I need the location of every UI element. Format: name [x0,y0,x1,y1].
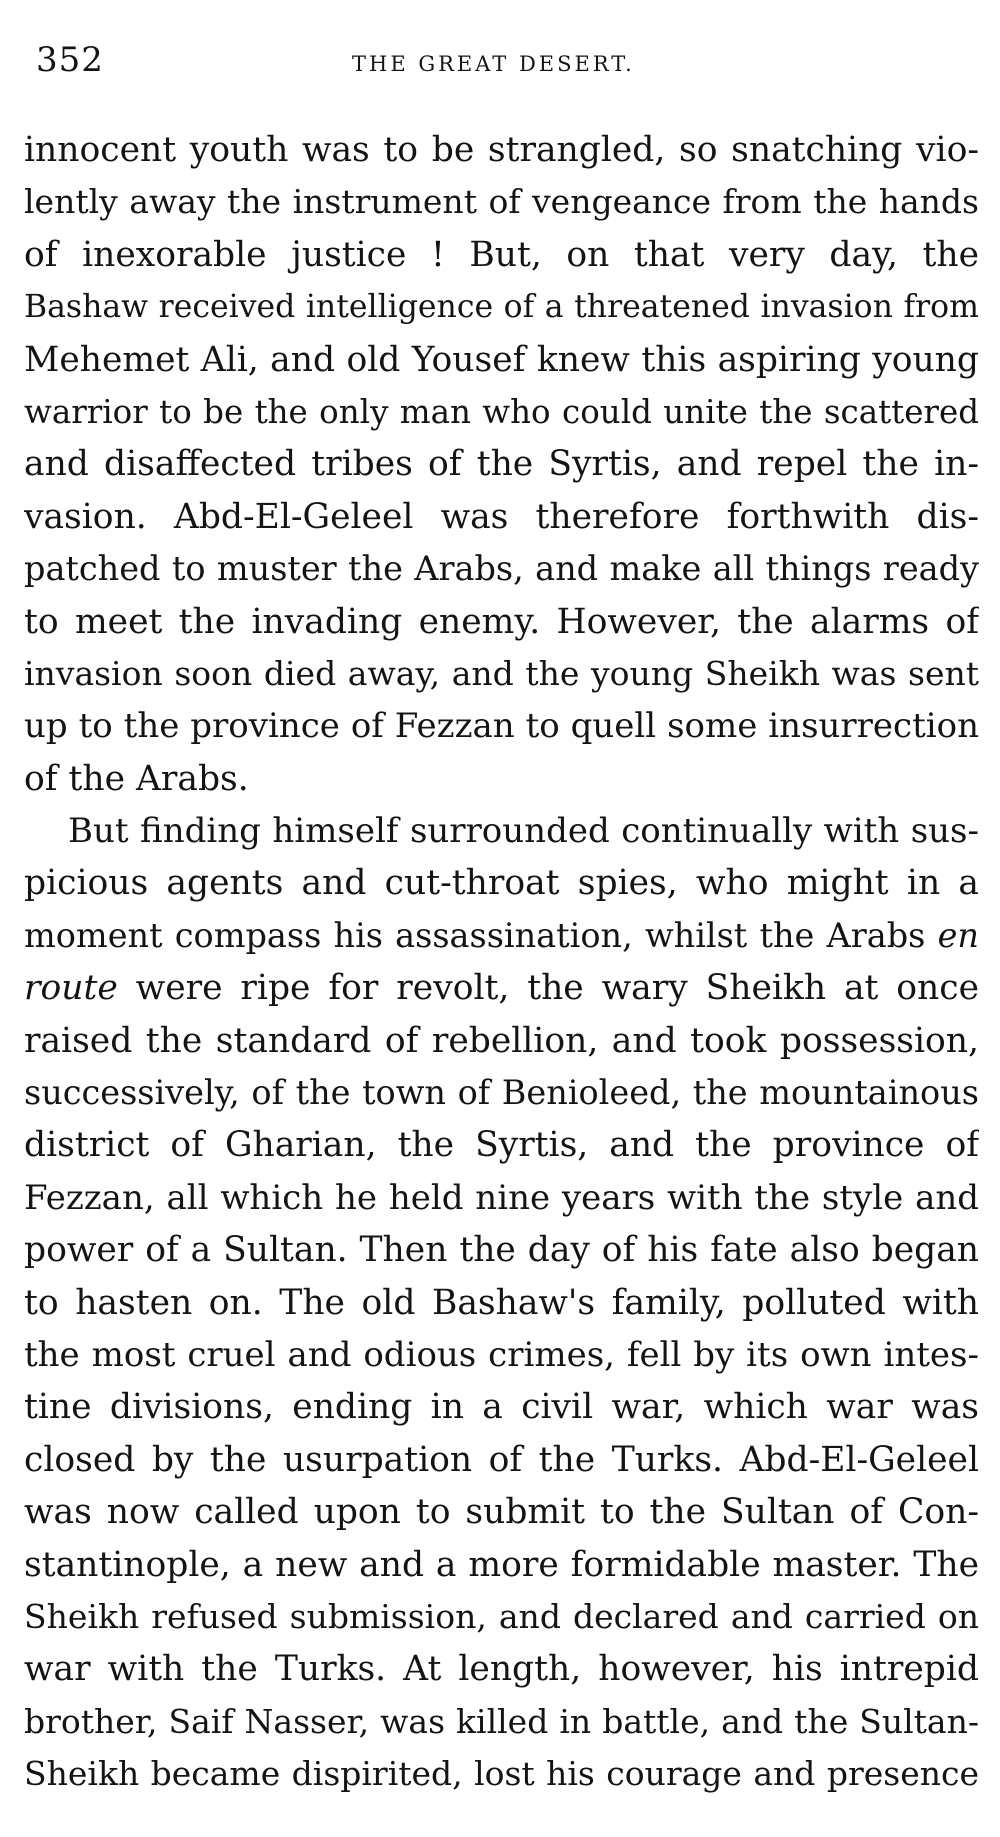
text-line: tine divisions, ending in a civil war, which war was [24,1387,979,1428]
text-line-with-italic [24,910,979,962]
text-line: stantinople, a new and a more formidable master. The [24,1544,979,1585]
text-line: Sheikh refused submission, and declared and carried on [24,1596,979,1636]
text-segment: were ripe for revolt, the wary Sheikh at once [135,968,979,1009]
text-line: invasion soon died away, and the young Sheikh was sent [24,653,979,693]
paragraph-1 [24,124,979,805]
text-line: raised the standard of rebellion, and took possession, [24,1020,979,1061]
text-line: war with the Turks. At length, however, his intrepid [24,1649,979,1690]
text-line: to hasten on. The old Bashaw's family, polluted with [24,1282,979,1323]
italic-word: en [937,915,979,955]
paragraph-2 [24,805,979,1800]
text-line: up to the province of Fezzan to quell some insurrection [24,706,979,747]
text-line: and disaffected tribes of the Syrtis, and repel the in- [24,444,979,485]
text-line: Sheikh became dispirited, lost his courage and presence [24,1754,979,1794]
text-line: of the Arabs. [24,758,249,799]
text-line: Bashaw received intelligence of a threatened invasion from [24,289,979,326]
text-line: to meet the invading enemy. However, the alarms of [24,601,979,642]
text-line: warrior to be the only man who could unite the scattered [24,392,979,431]
text-line-with-italic [24,962,979,1014]
text-line: Mehemet Ali, and old Yousef knew this aspiring young [24,339,979,380]
text-line: power of a Sultan. Then the day of his fate also began [24,1230,979,1271]
text-line: But finding himself surrounded continually with sus- [68,811,979,852]
text-line: district of Gharian, the Syrtis, and the province of [24,1125,979,1166]
page-number: 352 [36,40,104,80]
text-line: successively, of the town of Benioleed, the mountainous [24,1073,979,1113]
text-line: lently away the instrument of vengeance from the hands [24,182,979,222]
italic-word: route [24,968,118,1009]
body-text [24,124,979,1801]
text-line: closed by the usurpation of the Turks. Abd-El-Geleel [24,1439,979,1480]
text-line: was now called upon to submit to the Sultan of Con- [24,1492,979,1533]
text-line: picious agents and cut-throat spies, who might in a [24,863,979,904]
page-header [36,40,986,80]
text-line: patched to muster the Arabs, and make all things ready [24,549,979,589]
text-line: vasion. Abd-El-Geleel was therefore forthwith dis- [24,496,979,537]
text-line: brother, Saif Nasser, was killed in battle, and the Sultan- [24,1701,979,1741]
running-title: THE GREAT DESERT. [352,52,635,76]
text-line: innocent youth was to be strangled, so snatching vio- [24,130,979,170]
text-segment: moment compass his assassination, whilst the Arabs [24,915,938,955]
text-line: of inexorable justice ! But, on that very day, the [24,234,979,275]
text-line: Fezzan, all which he held nine years with the style and [24,1177,979,1218]
text-line: the most cruel and odious crimes, fell by its own intes- [24,1334,979,1375]
